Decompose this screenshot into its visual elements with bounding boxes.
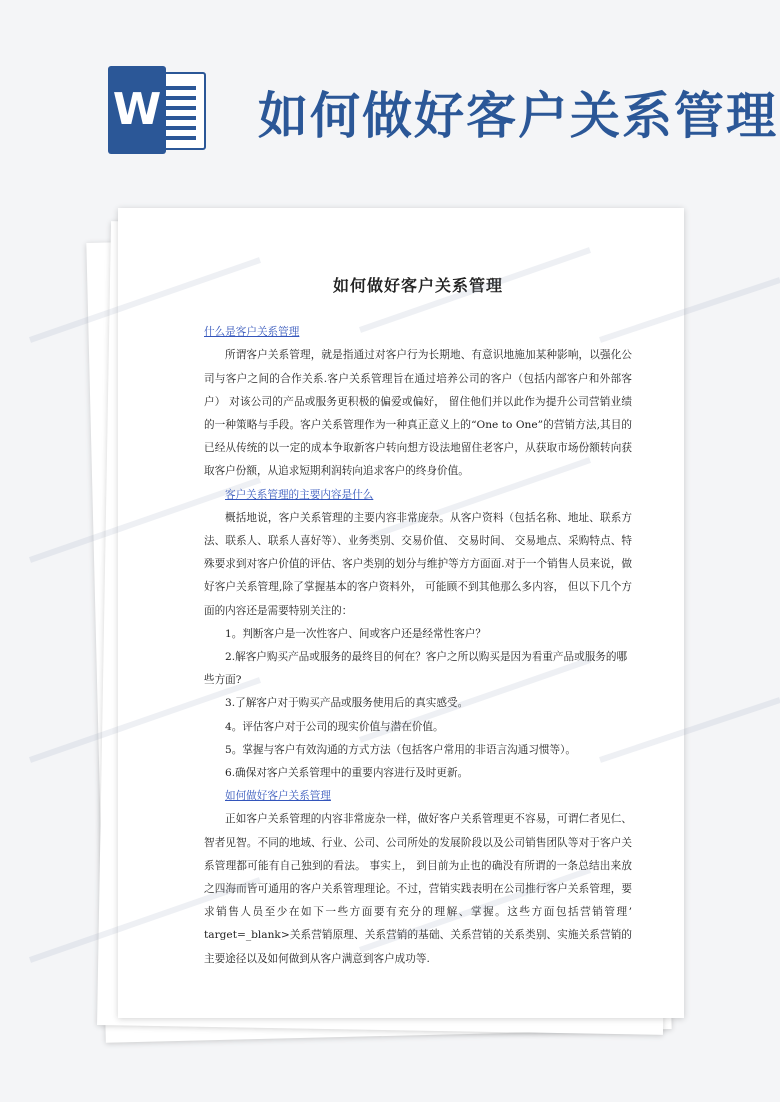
banner-title: 如何做好客户关系管理: [258, 86, 778, 145]
header-banner: [0, 0, 780, 190]
list-item: 3.了解客户对于购买产品或服务使用后的真实感受。: [225, 697, 469, 710]
section-paragraph: 概括地说，客户关系管理的主要内容非常庞杂。从客户资料（包括名称、地址、联系方法、联系人、联系人喜好等）、业务类别、交易价值、 交易时间、 交易地点、采购特点、特殊要求到对客户价值的评估、客户类别的划分与维护等方方面面.对于一个销售人员来说，做好客户关系管理,除了掌握基本的客户资料外， 可能顾不到其他那么多内容， 但以下几个方面的内容还是需要特别关注的：: [204, 511, 632, 617]
list-item: 5。掌握与客户有效沟通的方式方法（包括客户常用的非语言沟通习惯等）。: [225, 743, 577, 756]
word-logo-letter: W: [108, 66, 166, 154]
document-content: [118, 208, 684, 1018]
section-paragraph: 所谓客户关系管理，就是指通过对客户行为长期地、有意识地施加某种影响，以强化公司与客户之间的合作关系.客户关系管理旨在通过培养公司的客户（包括内部客户和外部客户） 对该公司的产品或服务更积极的偏爱或偏好， 留住他们并以此作为提升公司营销业绩的一种策略与手段。客户关系管理作为一种真正意义上的“One to One”的营销方法,其目的已经从传统的以一定的成本争取新客户转向想方设法地留住老客户，从获取市场份额转向获取客户份额，从追求短期利润转向追求客户的终身价值。: [204, 349, 632, 478]
list-item: 4。评估客户对于公司的现实价值与潜在价值。: [225, 720, 444, 733]
list-item: 1。判断客户是一次性客户、间或客户还是经常性客户？: [225, 627, 486, 640]
section-heading-link[interactable]: 什么是客户关系管理: [204, 326, 300, 339]
word-document-icon: [108, 66, 208, 154]
section-heading-link[interactable]: 如何做好客户关系管理: [225, 790, 331, 803]
list-item: 2.解客户购买产品或服务的最终目的何在？客户之所以购买是因为看重产品或服务的哪些方面?: [204, 651, 628, 687]
document-title: 如何做好客户关系管理: [332, 276, 503, 295]
section-heading-link[interactable]: 客户关系管理的主要内容是什么: [225, 488, 374, 501]
list-item: 6.确保对客户关系管理中的重要内容进行及时更新。: [225, 767, 469, 780]
section-paragraph: 正如客户关系管理的内容非常庞杂一样，做好客户关系管理更不容易，可谓仁者见仁、智者见智。不同的地域、行业、公司、公司所处的发展阶段以及公司销售团队等对于客户关系管理都可能有自己独到的看法。 事实上， 到目前为止也的确没有所谓的一条总结出来放之四海而皆可通用的客户关系管理理论。不过，营销实践表明在公司推行客户关系管理，要求销售人员至少在如下一些方面要有充分的理解、掌握。这些方面包括营销管理’ target=_blank>关系营销原理、关系营销的基础、关系营销的关系类别、实施关系营销的主要途径以及如何做到从客户满意到客户成功等.: [204, 813, 632, 965]
